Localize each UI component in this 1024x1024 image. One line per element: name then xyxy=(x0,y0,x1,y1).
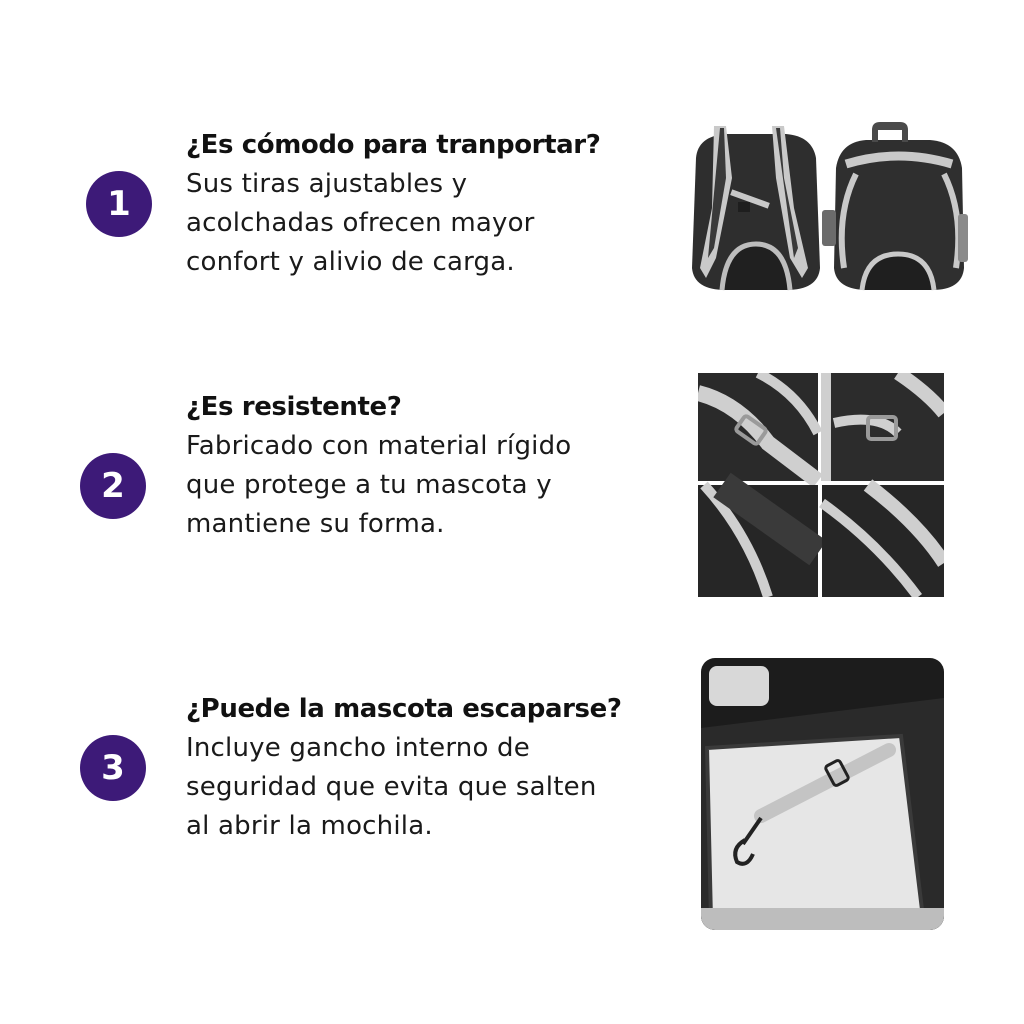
feature-description xyxy=(186,729,656,846)
description-line: Sus tiras ajustables y xyxy=(186,169,468,199)
feature-description xyxy=(186,165,656,282)
material-detail-collage xyxy=(698,373,944,597)
number-badge: 2 xyxy=(80,453,146,519)
feature-description xyxy=(186,427,656,544)
description-line: al abrir la mochila. xyxy=(186,811,433,841)
description-line: Fabricado con material rígido xyxy=(186,431,572,461)
description-line: que protege a tu mascota y xyxy=(186,470,552,500)
description-line: confort y alivio de carga. xyxy=(186,247,515,277)
feature-title: ¿Es resistente? xyxy=(186,392,402,422)
description-line: mantiene su forma. xyxy=(186,509,445,539)
feature-text xyxy=(186,388,656,544)
feature-title: ¿Es cómodo para tranportar? xyxy=(186,130,601,160)
description-line: seguridad que evita que salten xyxy=(186,772,597,802)
feature-text xyxy=(186,126,656,282)
number-badge: 3 xyxy=(80,735,146,801)
description-line: acolchadas ofrecen mayor xyxy=(186,208,535,238)
feature-text xyxy=(186,690,656,846)
safety-hook-image xyxy=(701,658,944,930)
backpack-back-and-front-image xyxy=(686,118,968,296)
feature-title: ¿Puede la mascota escaparse? xyxy=(186,694,622,724)
number-badge: 1 xyxy=(86,171,152,237)
description-line: Incluye gancho interno de xyxy=(186,733,530,763)
